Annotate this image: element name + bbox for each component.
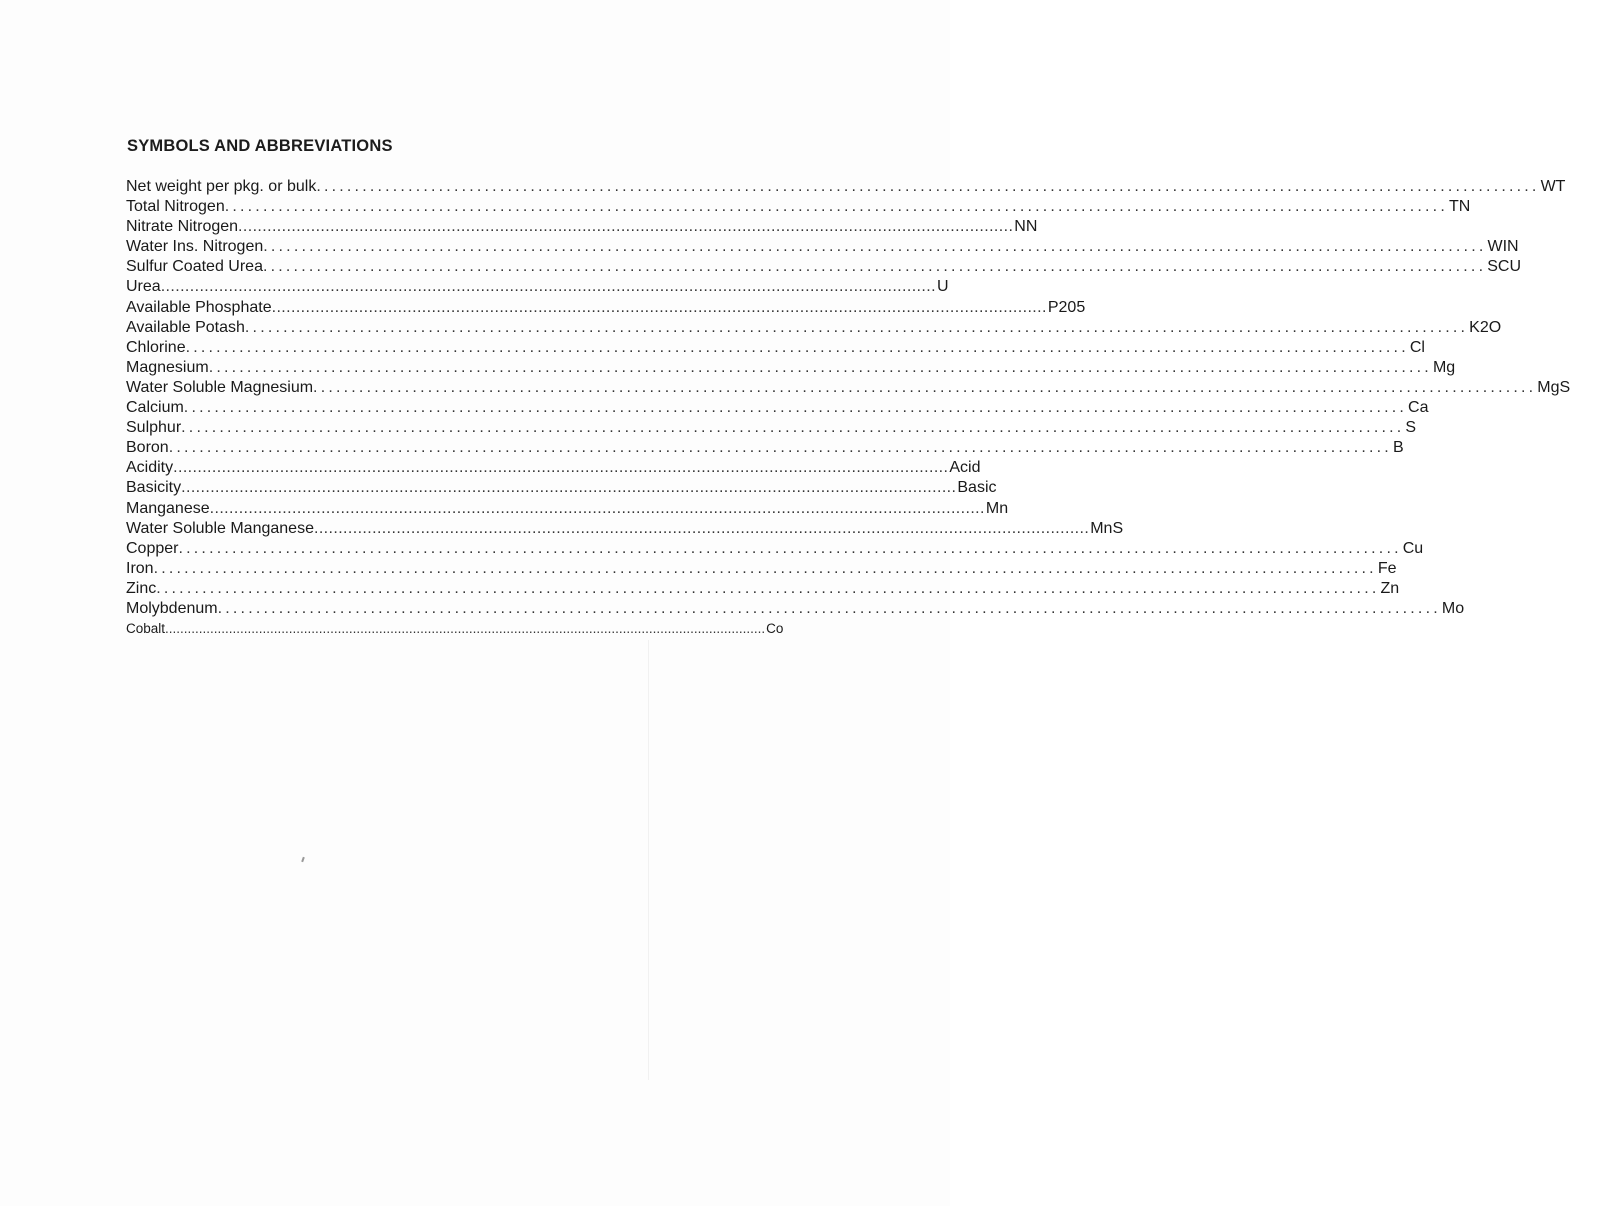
dot-leader: ................................................................................................................................................................ xyxy=(313,378,1537,396)
abbreviation: Mn xyxy=(985,499,1009,517)
term-label: Water Soluble Magnesium xyxy=(126,378,314,396)
term-label: Water Ins. Nitrogen xyxy=(126,238,264,256)
dot-leader: ................................................................................................................................................................ xyxy=(181,479,957,497)
dot-leader: ................................................................................................................................................................ xyxy=(185,338,1409,356)
list-item xyxy=(126,257,1521,277)
term-label: Basicity xyxy=(126,479,182,497)
list-item xyxy=(126,197,1471,217)
abbreviation: Cl xyxy=(1409,338,1425,356)
abbreviation: U xyxy=(936,278,949,296)
list-item xyxy=(126,277,949,297)
dot-leader: ................................................................................................................................................................ xyxy=(156,579,1380,597)
dot-leader: ................................................................................................................................................................ xyxy=(262,258,1487,276)
scan-speck xyxy=(301,857,305,862)
term-label: Zinc xyxy=(126,579,157,597)
abbreviation: Fe xyxy=(1377,559,1397,577)
list-item xyxy=(126,217,1038,237)
dot-leader: ................................................................................................................................................................ xyxy=(209,499,985,517)
abbreviation: Ca xyxy=(1408,399,1429,417)
term-label: Total Nitrogen xyxy=(126,198,225,216)
abbreviation: MgS xyxy=(1537,378,1571,396)
abbreviation: Mo xyxy=(1441,599,1465,617)
abbreviation: Co xyxy=(766,621,784,637)
term-label: Calcium xyxy=(126,399,184,417)
dot-leader: ................................................................................................................................................................ xyxy=(263,238,1487,256)
term-label: Chlorine xyxy=(126,338,186,356)
abbreviation: SCU xyxy=(1487,258,1521,276)
dot-leader: ................................................................................................................................................................ xyxy=(224,198,1448,216)
list-item xyxy=(126,378,1571,398)
list-item xyxy=(126,418,1417,438)
term-label: Magnesium xyxy=(126,358,209,376)
abbreviation: WIN xyxy=(1487,238,1519,256)
list-item xyxy=(126,237,1519,257)
dot-leader: ................................................................................................................................................................ xyxy=(316,178,1540,195)
term-label: Manganese xyxy=(126,499,210,517)
list-item xyxy=(126,599,1465,619)
dot-leader: ................................................................................................................................................................ xyxy=(168,439,1392,457)
dot-leader: ................................................................................................................................................................ xyxy=(160,278,936,296)
abbreviation: S xyxy=(1405,419,1417,437)
term-label: Net weight per pkg. or bulk xyxy=(126,178,317,195)
abbreviation: P205 xyxy=(1047,298,1086,316)
list-item xyxy=(126,499,1009,519)
list-item xyxy=(126,358,1456,378)
term-label: Water Soluble Manganese xyxy=(126,519,314,537)
term-label: Boron xyxy=(126,439,169,457)
term-label: Cobalt xyxy=(126,621,166,637)
abbreviation: B xyxy=(1392,439,1404,457)
term-label: Sulphur xyxy=(126,419,182,437)
term-label: Molybdenum xyxy=(126,599,218,617)
dot-leader: ................................................................................................................................................................ xyxy=(153,559,1377,577)
list-item xyxy=(126,398,1429,418)
dot-leader: ................................................................................................................................................................ xyxy=(244,318,1469,336)
abbreviation: TN xyxy=(1448,198,1471,216)
term-label: Available Potash xyxy=(126,318,245,336)
list-item xyxy=(126,458,981,478)
list-item xyxy=(126,478,997,498)
dot-leader: ................................................................................................................................................................ xyxy=(271,298,1047,316)
term-label: Sulfur Coated Urea xyxy=(126,258,263,276)
term-label: Iron xyxy=(126,559,154,577)
abbreviation: Cu xyxy=(1402,539,1424,557)
term-label: Available Phosphate xyxy=(126,298,272,316)
list-item xyxy=(126,579,1400,599)
abbreviation: Zn xyxy=(1380,579,1400,597)
dot-leader: ................................................................................................................................................................ xyxy=(181,419,1405,437)
list-item xyxy=(126,619,784,639)
abbreviation: Acid xyxy=(949,459,981,477)
term-label: Nitrate Nitrogen xyxy=(126,218,239,236)
dot-leader: ................................................................................................................................................................ xyxy=(173,459,949,477)
list-item xyxy=(126,318,1502,338)
list-item xyxy=(126,438,1404,458)
list-item xyxy=(126,519,1124,539)
abbreviation: Mg xyxy=(1432,358,1456,376)
list-item xyxy=(126,559,1397,579)
list-item xyxy=(126,338,1425,358)
list-item xyxy=(126,298,1086,318)
list-item xyxy=(126,177,1566,197)
dot-leader: ................................................................................................................................................................ xyxy=(217,599,1441,617)
term-label: Acidity xyxy=(126,459,174,477)
list-item xyxy=(126,539,1424,559)
dot-leader: ................................................................................................................................................................ xyxy=(313,519,1090,537)
dot-leader: ................................................................................................................................................................ xyxy=(208,358,1432,376)
abbreviation: WT xyxy=(1540,178,1566,195)
abbreviations-list xyxy=(126,177,1571,639)
scan-fold-line xyxy=(648,640,649,1080)
dot-leader: ................................................................................................................................................................ xyxy=(238,218,1014,236)
abbreviation: NN xyxy=(1014,218,1038,236)
term-label: Urea xyxy=(126,278,161,296)
abbreviation: K2O xyxy=(1469,318,1502,336)
dot-leader: ................................................................................................................................................................ xyxy=(183,399,1408,417)
page-title: SYMBOLS AND ABBREVIATIONS xyxy=(127,137,393,155)
abbreviation: MnS xyxy=(1090,519,1124,537)
dot-leader: ................................................................................................................................................................ xyxy=(178,539,1402,557)
term-label: Copper xyxy=(126,539,179,557)
dot-leader: ................................................................................................................................................................ xyxy=(165,621,766,637)
abbreviation: Basic xyxy=(957,479,997,497)
